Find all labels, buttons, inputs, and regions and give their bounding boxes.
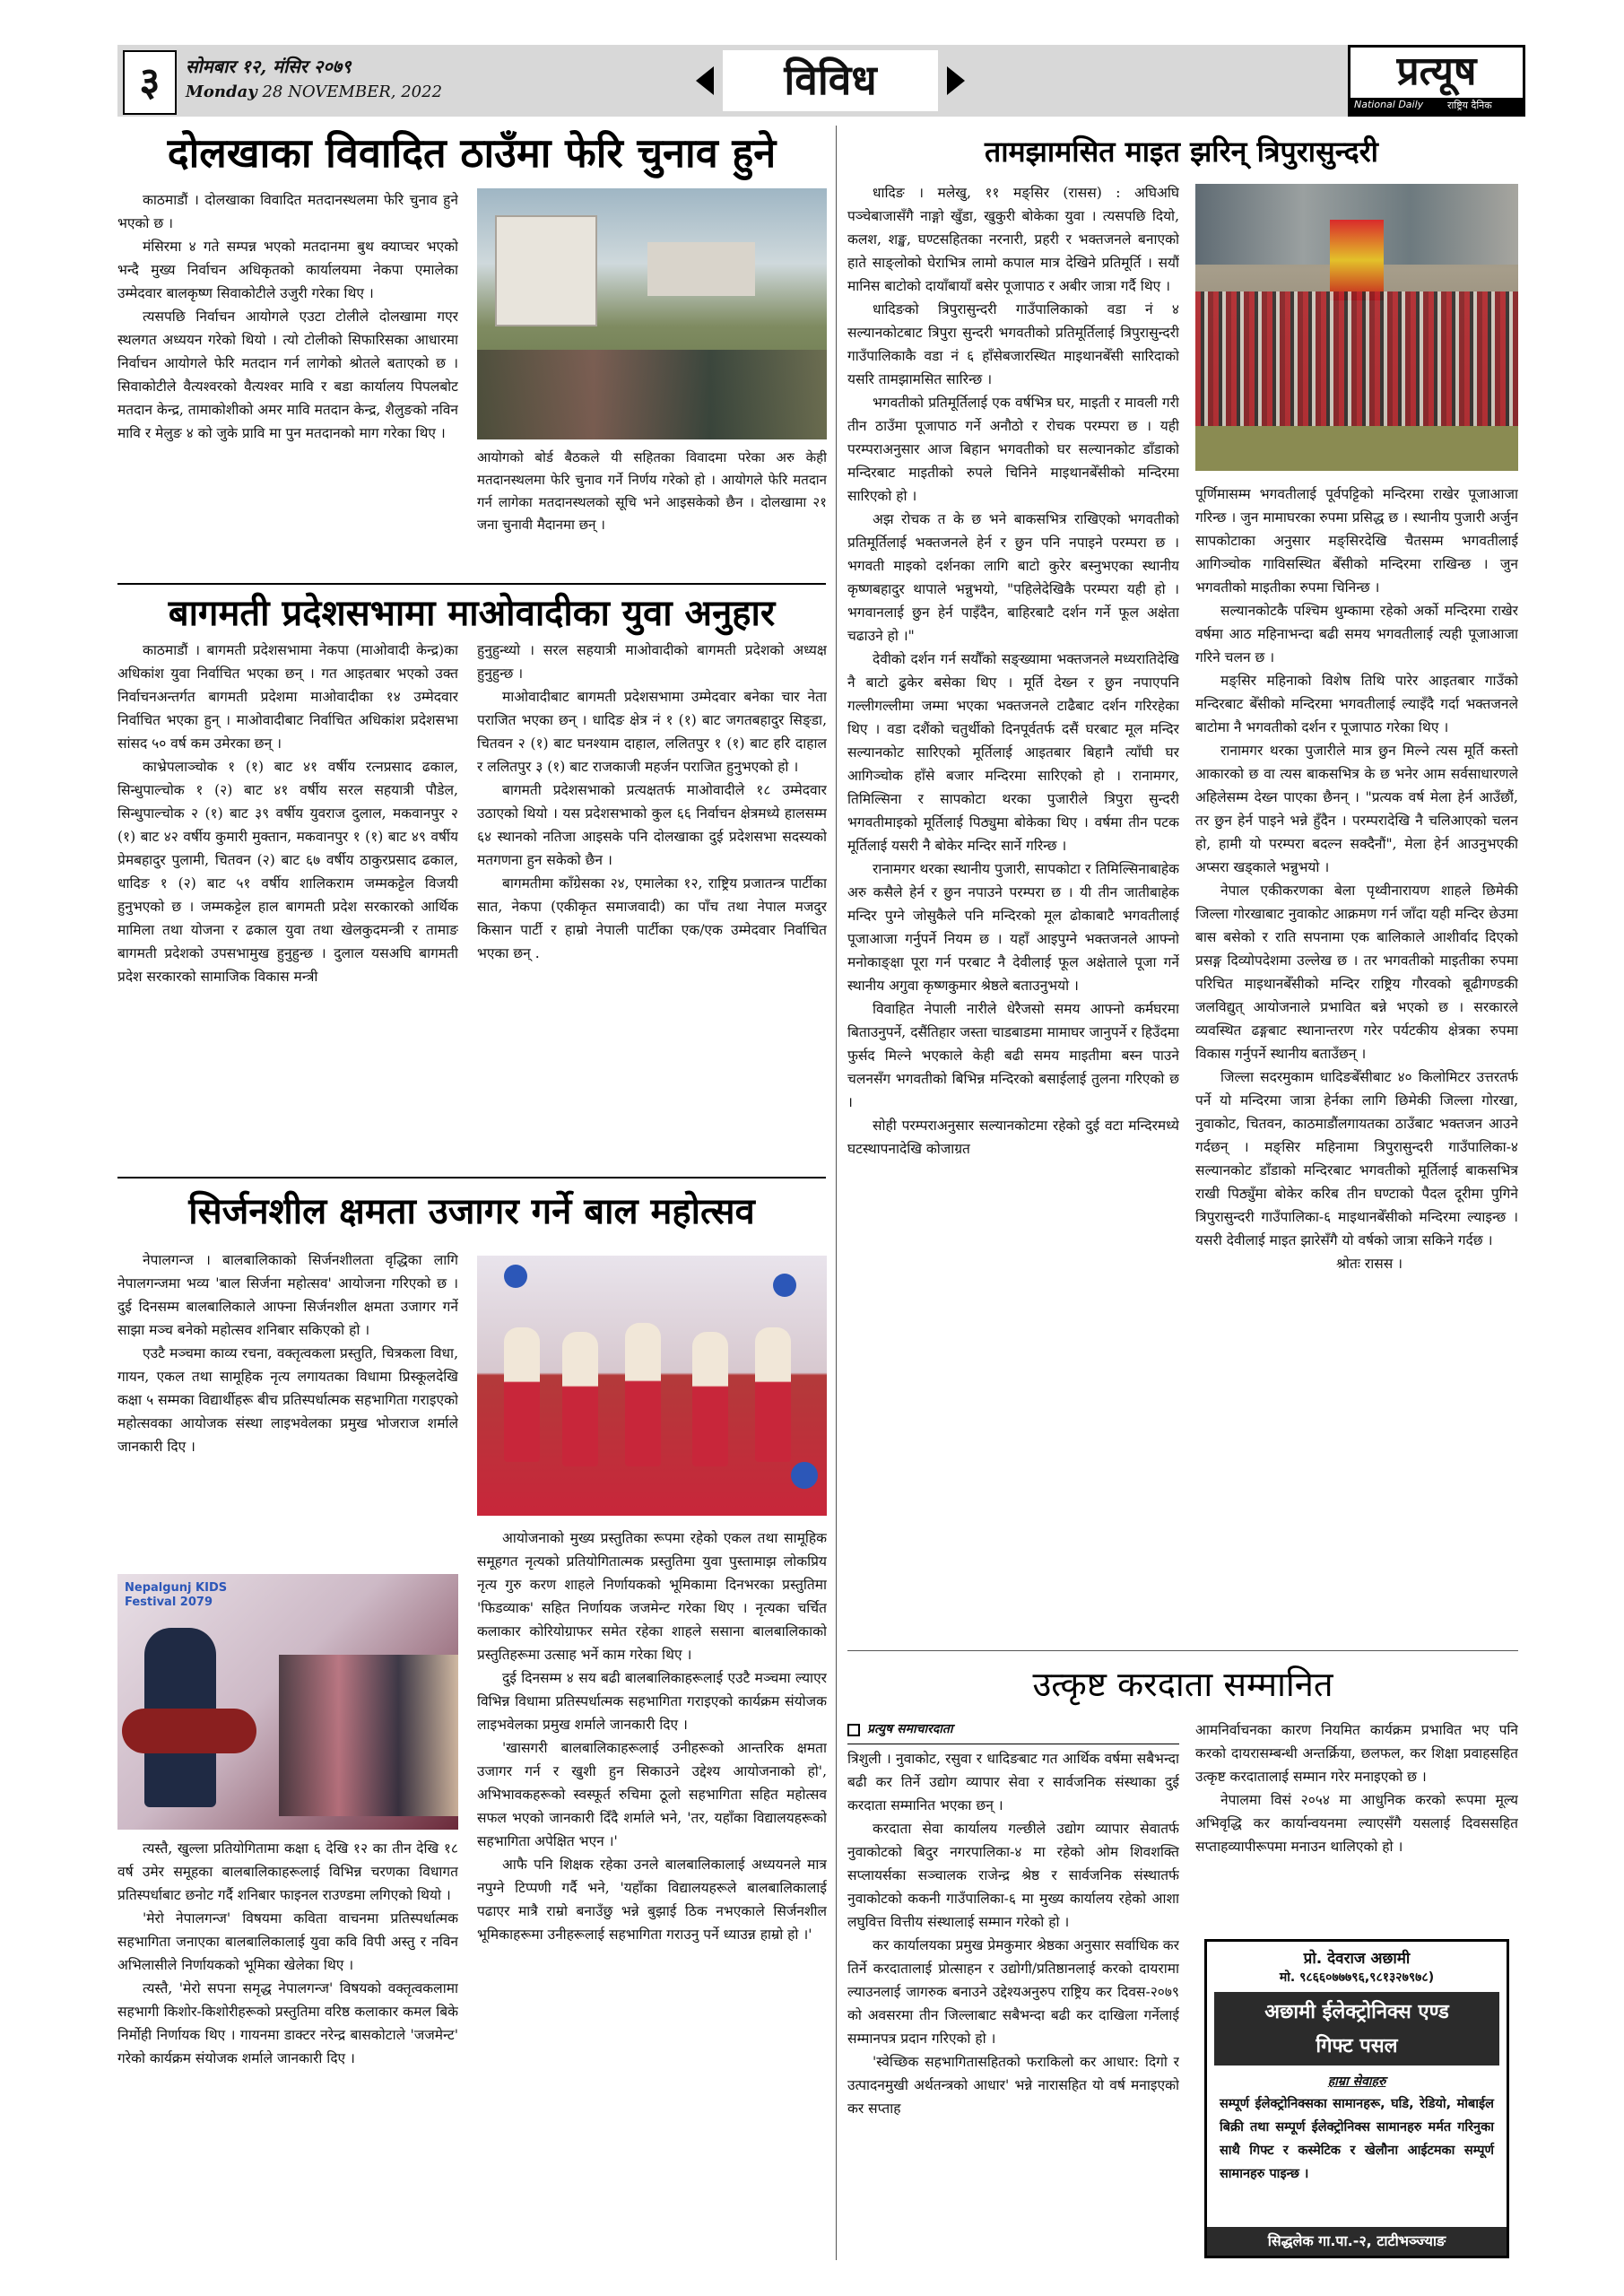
kardata-col2 xyxy=(1195,1718,1518,1934)
tripurasundari-para: पूर्णिमासम्म भगवतीलाई पूर्वपट्टिको मन्दिरमा राखेर पूजाआजा गरिन्छ । जुन मामाघरका रुपमा प्रसिद्ध छ । स्थानीय पुजारी अर्जुन सापकोटाका अनुसार मङ्सिरदेखि चैतसम्म भगवतीलाई आगिञ्चोक गाविसस्थित बेँसीको मन्दिरमा राखिन्छ । जुन भगवतीको माइतीका रुपमा चिनिन्छ । xyxy=(1195,486,1518,596)
tripurasundari-para: देवीको दर्शन गर्न सयौँको सङ्ख्यामा भक्तजनले मध्यरातिदेखि नै बाटो ढुकेर बसेका थिए । मूर्ति देख्न र छुन नपाएपनि गल्लीगल्लीमा जम्मा भएका भक्तजनले टाढैबाट दर्शन गरिरहेका थिए । वडा दशैंको चतुर्थीको दिनपूर्वतर्फ दसैं घरबाट मूल मन्दिर सल्यानकोट सारिएको मूर्तिलाई आइतबार बिहानै त्याँघी घर आगिञ्चोक हाँसे बजार मन्दिरमा सारिएको हो । रानामगर, तिमिल्सिना र सापकोटा थरका पुजारीले त्रिपुरा सुन्दरी भगवतीमाइको मूर्तिलाई पिठ्युमा बोकेका थिए । वर्षमा तीन पटक मूर्तिलाई यसरी नै बोकेर मन्दिर सार्ने गरिन्छ । xyxy=(847,651,1179,854)
tripurasundari-para: धादिङको त्रिपुरासुन्दरी गाउँपालिकाको वडा नं ४ सल्यानकोटबाट त्रिपुरा सुन्दरी भगवतीको प्रतिमूर्तिलाई त्रिपुरासुन्दरी गाउँपालिकाकै वडा नं ६ हाँसेबजारस्थित माइथानबेँसी सारिदाको यसरि तामझामसित सारिन्छ । xyxy=(847,301,1179,387)
masthead-logo xyxy=(1348,45,1525,117)
ad-shop-name-box xyxy=(1214,1992,1499,2066)
tripurasundari-para: मङ्सिर महिनाको विशेष तिथि पारेर आइतबार गाउँको मन्दिरबाट बेँसीको मन्दिरमा भगवतीलाई ल्याइँदै गर्दा भक्तजनले बाटोमा नै भगवतीको दर्शन र पूजापाठ गरेका थिए । xyxy=(1195,673,1518,735)
photo-building xyxy=(647,242,755,296)
photo-shrine xyxy=(1330,220,1384,300)
kardata-para: करदाता सेवा कार्यालय गल्छीले उद्योग व्यापार सेवातर्फ नुवाकोटको बिदुर नगरपालिका-४ मा रहेको ओम शिवशक्ति सप्लायर्सका सञ्चालक राजेन्द्र श्रेष्ठ र सार्वजनिक संस्थातर्फ नुवाकोटको ककनी गाउँपालिका-६ मा मुख्य कार्यालय रहेको आशा लघुवित्त वित्तीय संस्थालाई सम्मान गरेको हो । xyxy=(847,1821,1179,1930)
balmahotsav-para: दुई दिनसम्म ४ सय बढी बालबालिकाहरूलाई एउटै मञ्चमा ल्याएर विभिन्न विधामा प्रतिस्पर्धात्मक सहभागिता गराइएको कार्यक्रम संयोजक लाइभवेलका प्रमुख शर्माले जानकारी दिए । xyxy=(477,1670,827,1733)
photo-dancer xyxy=(692,1332,728,1466)
page-number: ३ xyxy=(123,50,177,115)
dolakha-para: काठमाडौं । दोलखाका विवादित मतदानस्थलमा फेरि चुनाव हुने भएको छ । xyxy=(117,192,458,231)
headline-tripurasundari: तामझामसित माइत झरिन् त्रिपुरासुन्दरी xyxy=(985,135,1378,169)
tripurasundari-para: जिल्ला सदरमुकाम धादिङबेँसीबाट ४० किलोमिटर उत्तरतर्फ पर्ने यो मन्दिरमा जात्रा हेर्नका लागि छिमेकी जिल्ला गोरखा, नुवाकोट, चितवन, काठमाडौंलगायतका ठाउँबाट भक्तजन आउने गर्दछन् । मङ्सिर महिनामा त्रिपुरासुन्दरी गाउँपालिका-४ सल्यानकोट डाँडाको मन्दिरबाट भगवतीको मूर्तिलाई बाकसभित्र राखी पिठ्युँमा बोकेर करिब तीन घण्टाको पैदल दूरीमा पुगिने त्रिपुरासुन्दरी गाउँपालिका-६ माइथानबेँसीको मन्दिरमा ल्याइन्छ । यसरी देवीलाई माइत झारेसँगै यो वर्षको जात्रा सकिने गर्दछ । xyxy=(1195,1069,1518,1248)
tripurasundari-para: रानामगर थरका स्थानीय पुजारी, सापकोटा र तिमिल्सिनाबाहेक अरु कसैले हेर्न र छुन नपाउने परम्परा छ । यी तीन जातीबाहेक मन्दिर पुग्ने जोसुकैले पनि मन्दिरको मूल ढोकाबाटै भगवतीलाई पूजाआजा गर्नुपर्ने नियम छ । यहाँ आइपुग्ने भक्तजनले आफ्नो मनोकाङ्क्षा पूरा गर्न परबाट नै देवीलाई फूल अक्षेताले पूजा गर्ने स्थानीय अगुवा कृष्णकुमार श्रेष्ठले बताउनुभयो । xyxy=(847,861,1179,994)
kardata-para: त्रिशुली । नुवाकोट, रसुवा र धादिङबाट गत आर्थिक वर्षमा सबैभन्दा बढी कर तिर्ने उद्योग व्यापार सेवा र सार्वजनिक संस्थाका दुई करदाता सम्मानित भएका छन् । xyxy=(847,1751,1179,1813)
balmahotsav-col2 xyxy=(477,1526,827,2258)
bagmati-para: माओवादीबाट बागमती प्रदेशसभामा उम्मेदवार बनेका चार नेता पराजित भएका छन् । धादिङ क्षेत्र नं १ (१) बाट जगतबहादुर सिङ्डा, चितवन २ (१) बाट घनश्याम दाहाल, ललितपुर १ (१) बाट हरि दाहाल र ललितपुर ३ (१) बाट राजकाजी महर्जन पराजित हुनुभएको हो । xyxy=(477,689,827,775)
photo-dancer xyxy=(755,1327,791,1462)
divider xyxy=(847,1650,1518,1651)
tripurasundari-source: श्रोतः रासस । xyxy=(1336,1256,1403,1272)
bagmati-para: हुनुहुन्थ्यो । सरल सहयात्री माओवादीको बागमती प्रदेशको अध्यक्ष हुनुहुन्छ । xyxy=(477,642,827,682)
headline-balmahotsav: सिर्जनशील क्षमता उजागर गर्ने बाल महोत्सव xyxy=(188,1191,755,1232)
advertisement xyxy=(1204,1939,1509,2258)
logo-sub-right: राष्ट्रिय दैनिक xyxy=(1447,100,1492,111)
section-title: विविध xyxy=(723,50,938,111)
balmahotsav-col1a xyxy=(117,1248,458,1571)
tripurasundari-para: रानामगर थरका पुजारीले मात्र छुन मिल्ने त्यस मूर्ति कस्तो आकारको छ वा त्यस बाकसभित्र के छ भनेर आम सर्वसाधारणले अहिलेसम्म देख्न पाएका छैनन् । "प्रत्यक वर्ष मेला हेर्न आउँछौं, तर छुन हेर्न पाइने भन्ने हुँदैन । परम्परादेखि नै चलिआएको चलन हो, हामी यो परम्परा बदल्न सक्दैनौं", मेला हेर्न आउनुभएकी अप्सरा खड्काले भन्नुभयो । xyxy=(1195,743,1518,875)
photo-crowd xyxy=(1195,291,1518,426)
ad-shop-name-line2: गिफ्ट पसल xyxy=(1316,2035,1398,2057)
dolakha-caption-para: आयोगको बोर्ड बैठकले यी सहितका विवादमा परेका अरु केही मतदानस्थलमा फेरि चुनाव गर्ने निर्णय गरेको हो । आयोगले फेरि मतदान गर्न लागेका मतदानस्थलको सूचि भने आइसकेको छैन । दोलखामा २१ जना चुनावी मैदानमा छन् । xyxy=(477,449,827,533)
photo-jatra-crowd xyxy=(1195,184,1518,471)
ad-phone: मो. ९८६६०७७७९६,९८१३२७९७८) xyxy=(1279,1970,1435,1985)
ad-shop-name-line1: अछामी ईलेक्ट्रोनिक्स एण्ड xyxy=(1264,2001,1449,2023)
kardata-col1 xyxy=(847,1747,1179,2260)
photo-stage-dancers xyxy=(477,1256,827,1516)
tripurasundari-para: सोही परम्पराअनुसार सल्यानकोटमा रहेको दुई वटा मन्दिरमध्ये घटस्थापनादेखि कोजाग्रत xyxy=(847,1118,1179,1157)
byline-icon xyxy=(847,1724,860,1736)
bagmati-para: काभ्रेपलाञ्चोक १ (१) बाट ४१ वर्षीय रत्नप्रसाद ढकाल, सिन्धुपाल्चोक १ (२) बाट ४१ वर्षीय सरल सहयात्री पौडेल, सिन्धुपाल्चोक २ (१) बाट ३९ वर्षीय युवराज दुलाल, मकवानपुर २ (१) बाट ४२ वर्षीय कुमारी मुक्तान, मकवानपुर १ (१) बाट ४९ वर्षीय प्रेमबहादुर पुलामी, चितवन (२) बाट ६७ वर्षीय ठाकुरप्रसाद ढकाल, धादिङ १ (२) बाट ५१ वर्षीय शालिकराम जम्मकट्टेल विजयी हुनुभएको छ । जम्मकट्टेल हाल बागमती प्रदेश सरकारको आर्थिक मामिला तथा योजना र ढकाल युवा तथा खेलकुदमन्त्री र तामाङ बागमती प्रदेशको उपसभामुख हुनुहुन्छ । दुलाल यसअघि बागमती प्रदेश सरकारको सामाजिक विकास मन्त्री xyxy=(117,759,458,985)
arrow-left-icon xyxy=(696,66,714,95)
photo-building xyxy=(495,215,597,326)
headline-kardata: उत्कृष्ट करदाता सम्मानित xyxy=(1032,1665,1333,1704)
bagmati-para: बागमतीमा काँग्रेसका २४, एमालेका १२, राष्ट्रिय प्रजातन्त्र पार्टीका सात, नेकपा (एकीकृत समाजवादी) का पाँच तथा नेपाल मजदुर किसान पार्टी र हाम्रो नेपाली पार्टीका एक/एक उम्मेदवार निर्वाचित भएका छन् . xyxy=(477,875,827,961)
photo-dancer xyxy=(625,1323,661,1466)
bagmati-para: काठमाडौं । बागमती प्रदेशसभामा नेकपा (माओवादी केन्द्र)का अधिकांश युवा निर्वाचित भएका छन् । गत आइतबार भएको उक्त निर्वाचनअन्तर्गत बागमती प्रदेशमा माओवादीका १४ उम्मेदवार निर्वाचित भएका हुन् । माओवादीबाट निर्वाचित अधिकांश प्रदेशसभा सांसद ५० वर्ष कम उमेरका छन् । xyxy=(117,642,458,752)
date-english-day: Monday xyxy=(186,83,257,101)
photo-field xyxy=(1195,426,1518,471)
dolakha-caption xyxy=(477,447,827,581)
arrow-right-icon xyxy=(947,66,965,95)
byline-text: प्रत्युष समाचारदाता xyxy=(867,1722,953,1736)
tripurasundari-para: धादिङ । मलेखु, ११ मङ्सिर (रासस) : अघिअघि पञ्चेबाजासँगै नाङ्गो खुँडा, खुकुरी बोकेका युवा । त्यसपछि दियो, कलश, शङ्ख, घण्टसहितका नरनारी, प्रहरी र भक्तजनले बनाएको हाते साङ्लोको घेराभित्र लामो कपाल मात्र देखिने प्रतिमूर्ति । सयौं मानिस बाटोको दायाँबायाँ बसेर पूजापाठ र अबीर जात्रा गर्दै थिए । xyxy=(847,185,1179,294)
tripurasundari-para: विवाहित नेपाली नारीले धेरैजसो समय आफ्नो कर्मघरमा बिताउनुपर्ने, दसैंतिहार जस्ता चाडबाडमा मामाघर जानुपर्ने र हिउँदमा फुर्सद मिल्ने भएकाले केही बढी समय माइतीमा बस्न पाउने चलनसँग भगवतीको बिभिन्न मन्दिरको बसाईलाई तुलना गरिएको छ । xyxy=(847,1001,1179,1110)
byline xyxy=(847,1718,1179,1744)
tripurasundari-para: अझ रोचक त के छ भने बाकसभित्र राखिएको भगवतीको प्रतिमूर्तिलाई भक्तजनले हेर्न र छुन पनि नपाइने परम्परा छ । भगवती माइको दर्शनका लागि बाटो कुरेर बस्नुभएका स्थानीय कृष्णबहादुर थापाले भन्नुभयो, "पहिलेदेखिकै परम्परा यही हो । भगवानलाई छुन हेर्न पाइँदैन, बाहिरबाटै दर्शन गर्ने फूल अक्षेता चढाउने हो ।" xyxy=(847,511,1179,644)
page-header xyxy=(117,45,1525,117)
headline-bagmati: बागमती प्रदेशसभामा माओवादीका युवा अनुहार xyxy=(168,593,776,634)
ad-services-heading: हाम्रा सेवाहरु xyxy=(1327,2074,1386,2089)
kardata-para: नेपालमा विसं २०५४ मा आधुनिक करको रूपमा मूल्य अभिवृद्धि कर कार्यान्वयनमा ल्याएसँगै यसलाई दिवससहित सप्ताहव्यापीरूपमा मनाउन थालिएको हो । xyxy=(1195,1792,1518,1855)
photo-guitar-performance xyxy=(117,1574,458,1830)
photo-dolakha-polling xyxy=(477,188,827,439)
logo-sub-left: National Daily xyxy=(1354,99,1424,110)
balmahotsav-para: त्यस्तै, 'मेरो सपना समृद्ध नेपालगन्ज' विषयको वक्तृत्वकलामा सहभागी किशोर-किशोरीहरूको प्रस्तुतिमा वरिष्ठ कलाकार कमल बिके निर्मोही निर्णायक थिए । गायनमा डाक्टर नरेन्द्र बासकोटाले 'जजमेन्ट' गरेको कार्यक्रम संयोजक शर्माले जानकारी दिए । xyxy=(117,1980,458,2066)
tripurasundari-para: नेपाल एकीकरणका बेला पृथ्वीनारायण शाहले छिमेकी जिल्ला गोरखाबाट नुवाकोट आक्रमण गर्न जाँदा यही मन्दिर छेउमा बास बसेको र राति सपनामा एक बालिकाले आशीर्वाद दिएको प्रसङ्ग दिव्योपदेशमा उल्लेख छ । तर भगवतीको माइतीका रुपमा परिचित माइथानबेँसीको मन्दिर राष्ट्रिय गौरवको बूढीगण्डकी जलविद्युत् आयोजनाले प्रभावित बन्ने भएको छ । सरकारले व्यवस्थित ढङ्गबाट स्थानान्तरण गरेर पर्यटकीय क्षेत्रका रुपमा विकास गर्नुपर्ने स्थानीय बताउँछन् । xyxy=(1195,883,1518,1062)
balmahotsav-col1b xyxy=(117,1837,458,2258)
column-rule xyxy=(836,126,837,2260)
photo-balloon xyxy=(791,1462,818,1489)
balmahotsav-para: आफै पनि शिक्षक रहेका उनले बालबालिकालाई अध्ययनले मात्र नपुग्ने टिप्पणी गर्दै भने, 'यहाँका विद्यालयहरूले बालबालिकालाई पढाएर मात्रै राम्रो बनाउँछु भन्ने बुझाई ठिक नभएकाले सिर्जनशील भूमिकाहरूमा उनीहरूलाई सहभागिता गराउनु पर्ने ध्याउन्न हाम्रो हो ।' xyxy=(477,1857,827,1943)
bagmati-para: बागमती प्रदेशसभाको प्रत्यक्षतर्फ माओवादीले १८ उम्मेदवार उठाएको थियो । यस प्रदेशसभाको कुल ६६ निर्वाचन क्षेत्रमध्ये हालसम्म ६४ स्थानको नतिजा आइसके पनि दोलखाका दुई प्रदेशसभा सदस्यको मतगणना हुन सकेको छैन । xyxy=(477,782,827,868)
bagmati-col1 xyxy=(117,639,458,1175)
headline-dolakha: दोलखाका विवादित ठाउँमा फेरि चुनाव हुने xyxy=(167,129,777,177)
photo-balloon xyxy=(773,1274,796,1297)
tripurasundari-para: भगवतीको प्रतिमूर्तिलाई एक वर्षभित्र घर, माइती र मावली गरी तीन ठाउँमा पूजापाठ गर्ने अनौठो र रोचक परम्परा छ । यही परम्पराअनुसार आज बिहान भगवतीको घर सल्यानकोट डाँडाको मन्दिरबाट माइतीको रुपले चिनिने माइथानबेँसीको मन्दिरमा सारिएको हो । xyxy=(847,395,1179,504)
balmahotsav-para: 'मेरो नेपालगन्ज' विषयमा कविता वाचनमा प्रतिस्पर्धात्मक सहभागिता जनाएका बालबालिकालाई युवा कवि विपी अस्तु र नविन अभिलासीले निर्णायकको भूमिका खेलेका थिए । xyxy=(117,1910,458,1973)
date-english-line xyxy=(186,83,442,101)
photo-crowd xyxy=(477,350,827,439)
logo-text: प्रत्यूष xyxy=(1396,48,1477,94)
photo-dancer xyxy=(504,1327,540,1462)
balmahotsav-para: त्यस्तै, खुल्ला प्रतियोगितामा कक्षा ६ देखि १२ का तीन देखि १८ वर्ष उमेर समूहका बालबालिकाहरूलाई विभिन्न चरणका विधागत प्रतिस्पर्धाबाट छनोट गर्दै शनिबार फाइनल राउण्डमा लगिएको थियो । xyxy=(117,1840,458,1903)
kardata-para: आमनिर्वाचनका कारण नियमित कार्यक्रम प्रभावित भए पनि करको दायरासम्बन्धी अन्तर्क्रिया, छलफल, कर शिक्षा प्रवाहसहित उत्कृष्ट करदातालाई सम्मान गरेर मनाइएको छ । xyxy=(1195,1722,1518,1785)
festival-banner-label: Nepalgunj KIDS Festival 2079 xyxy=(125,1581,228,1609)
dolakha-col1 xyxy=(117,188,458,583)
kardata-para: 'स्वेच्छिक सहभागितासहितको फराकिलो कर आधार: दिगो र उत्पादनमुखी अर्थतन्त्रको आधार' भन्ने नारासहित यो वर्ष मनाइएको कर सप्ताह xyxy=(847,2054,1179,2117)
date-english: 28 NOVEMBER, 2022 xyxy=(262,83,443,101)
dolakha-para: मंसिरमा ४ गते सम्पन्न भएको मतदानमा बुथ क्याप्चर भएको भन्दै मुख्य निर्वाचन अधिकृतको कार्यालयमा नेकपा एमालेका उम्मेदवार बालकृष्ण सिवाकोटीले उजुरी गरेका थिए । xyxy=(117,239,458,301)
divider xyxy=(117,1177,826,1178)
balmahotsav-para: 'खासगरी बालबालिकाहरूलाई उनीहरूको आन्तरिक क्षमता उजागर गर्न र खुशी हुन सिकाउने उद्देश्य आयोजनाको हो', अभिभावकहरूको स्वस्फूर्त रुचिमा ठूलो सहभागिता सहित महोत्सव सफल भएको जानकारी दिँदै शर्माले भने, 'तर, यहाँका विद्यालयहरूको सहभागिता अपेक्षित भएन ।' xyxy=(477,1740,827,1849)
date-nepali: सोमबार १२, मंसिर २०७९ xyxy=(186,56,352,77)
kardata-para: कर कार्यालयका प्रमुख प्रेमकुमार श्रेष्ठका अनुसार सर्वाधिक कर तिर्ने करदातालाई प्रोत्साहन र उद्योगी/प्रतिष्ठानलाई करको दायरामा ल्याउनलाई जागरुक बनाउने उद्देश्यअनुरुप राष्ट्रिय कर दिवस-२०७९ को अवसरमा तीन जिल्लाबाट सबैभन्दा बढी कर दाखिला गर्नेलाई सम्मानपत्र प्रदान गरिएको हो । xyxy=(847,1937,1179,2047)
tripurasundari-col2 xyxy=(1195,483,1518,1653)
photo-balloon xyxy=(504,1265,527,1288)
divider xyxy=(117,583,826,585)
photo-dancer xyxy=(562,1332,598,1466)
photo-audience xyxy=(279,1655,458,1816)
balmahotsav-para: नेपालगन्ज । बालबालिकाको सिर्जनशीलता वृद्धिका लागि नेपालगन्जमा भव्य 'बाल सिर्जना महोत्सव' आयोजना गरिएको छ । दुई दिनसम्म बालबालिकाले आफ्ना सिर्जनशील क्षमता उजागर गर्ने साझा मञ्च बनेको महोत्सव शनिबार सकिएको हो । xyxy=(117,1252,458,1338)
photo-guitar xyxy=(122,1709,256,1753)
bagmati-col2 xyxy=(477,639,827,1175)
balmahotsav-para: एउटै मञ्चमा काव्य रचना, वक्तृत्वकला प्रस्तुति, चित्रकला विधा, गायन, एकल तथा सामूहिक नृत्य लगायतका विधामा प्रिस्कूलदेखि कक्षा ५ सम्मका विद्यार्थीहरू बीच प्रतिस्पर्धात्मक सहभागिता गराइएको महोत्सवका आयोजक संस्था लाइभवेलका प्रमुख भोजराज शर्माले जानकारी दिए । xyxy=(117,1345,458,1455)
balmahotsav-para: आयोजनाको मुख्य प्रस्तुतिका रूपमा रहेको एकल तथा सामूहिक समूहगत नृत्यको प्रतियोगितात्मक प्रस्तुतिमा युवा पुस्तामाझ लोकप्रिय नृत्य गुरु करण शाहले निर्णायकको भूमिकामा दिनभरका प्रस्तुतिमा 'फिडव्याक' सहित निर्णायक जजमेन्ट गरेका थिए । नृत्यका चर्चित कलाकार कोरियोग्राफर समेत रहेका शाहले ससाना बालबालिकाको प्रस्तुतिहरूमा उत्साह भर्ने काम गरेका थिए । xyxy=(477,1530,827,1663)
tripurasundari-para: सल्यानकोटकै पश्चिम थुम्कामा रहेको अर्को मन्दिरमा राखेर वर्षमा आठ महिनाभन्दा बढी समय भगवतीलाई त्यही पूजाआजा गरिने चलन छ । xyxy=(1195,603,1518,665)
tripurasundari-col1 xyxy=(847,181,1179,1625)
dolakha-para: त्यसपछि निर्वाचन आयोगले एउटा टोलीले दोलखामा गएर स्थलगत अध्ययन गरेको थियो । त्यो टोलीको सिफारिसका आधारमा निर्वाचन आयोगले फेरि मतदान गर्न लागेको श्रोतले बताएको छ । सिवाकोटीले वैत्यश्वरको वैत्यश्वर मावि र बडा कार्यालय पिपलबोट मतदान केन्द्र, तामाकोशीको अमर मावि मतदान केन्द्र, शैलुङको नविन मावि र मेलुङ ४ को जुके प्रावि मा पुन मतदानको माग गरेका थिए । xyxy=(117,309,458,441)
ad-proprietor: प्रो. देवराज अछामी xyxy=(1303,1950,1411,1968)
ad-services-text: सम्पूर्ण ईलेक्ट्रोनिक्सका सामानहरू, घडि, रेडियो, मोबाईल बिक्री तथा सम्पूर्ण ईलेक्ट्रोनिक्स सामानहरु मर्मत गरिनुका साथै गिफ्ट र कस्मेटिक र खेलौना आईटमका सम्पूर्ण सामानहरु पाइन्छ । xyxy=(1220,2097,1494,2181)
ad-address: सिद्धलेक गा.पा.-२, टाटीभञ्ज्याङ xyxy=(1207,2227,1507,2256)
